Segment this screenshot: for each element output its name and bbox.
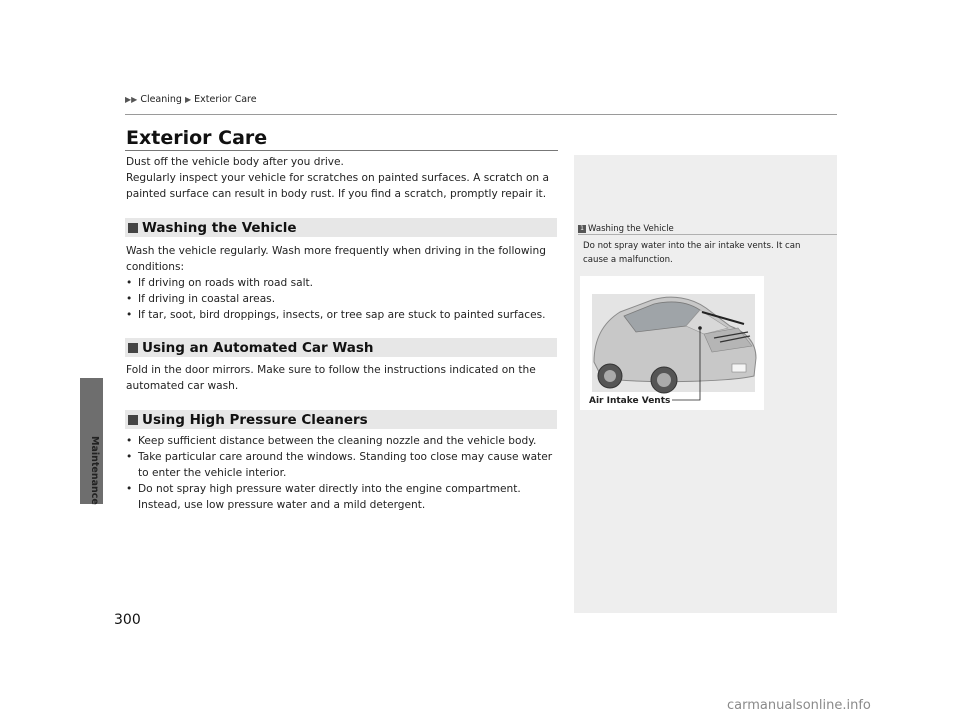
- square-bullet-icon: [128, 415, 138, 425]
- list-item: • Keep sufficient distance between the cleaning nozzle and the vehicle body.: [126, 433, 566, 449]
- sidebar-text: Do not spray water into the air intake vents. It can cause a malfunction.: [583, 241, 801, 265]
- header-divider: [125, 114, 837, 115]
- reference-number: 1: [578, 225, 586, 233]
- breadcrumb: [125, 94, 257, 105]
- section-heading-text: Using an Automated Car Wash: [142, 339, 374, 356]
- list-item: • If driving in coastal areas.: [126, 291, 566, 307]
- chapter-tab-label: Maintenance: [89, 436, 100, 505]
- watermark: carmanualsonline.info: [727, 698, 871, 713]
- breadcrumb-item-exterior-care[interactable]: Exterior Care: [194, 94, 257, 105]
- page-title: Exterior Care: [126, 127, 268, 149]
- sidebar-divider: [578, 234, 837, 235]
- list-item: • Do not spray high pressure water directly into the engine compartment. Instead, use low pressure water and a mild detergent.: [126, 481, 566, 513]
- list-item: • If tar, soot, bird droppings, insects, or tree sap are stuck to painted surfaces.: [126, 307, 566, 323]
- intro-text: [126, 154, 566, 202]
- breadcrumb-arrow-icon: ▶▶: [125, 95, 138, 104]
- section-heading-high-pressure: [125, 410, 557, 429]
- washing-bullets: [126, 275, 566, 323]
- section-heading-washing: [125, 218, 557, 237]
- intro-paragraph: Regularly inspect your vehicle for scratches on painted surfaces. A scratch on a painted surface can result in body rust. If you find a scratch, promptly repair it.: [126, 172, 550, 200]
- sidebar-heading: [578, 224, 674, 234]
- callout-label: Air Intake Vents: [589, 396, 671, 406]
- list-item: • Take particular care around the windows. Standing too close may cause water to enter the vehicle interior.: [126, 449, 566, 481]
- sidebar-heading-text: Washing the Vehicle: [588, 224, 674, 234]
- car-illustration: [580, 276, 764, 410]
- intro-paragraph: Dust off the vehicle body after you drive.: [126, 156, 344, 168]
- list-item: • If driving on roads with road salt.: [126, 275, 566, 291]
- high-pressure-bullets: [126, 433, 566, 513]
- title-divider: [125, 150, 558, 151]
- breadcrumb-arrow-icon: ▶: [184, 95, 192, 104]
- washing-text: Wash the vehicle regularly. Wash more frequently when driving in the following conditions:: [126, 245, 546, 273]
- square-bullet-icon: [128, 343, 138, 353]
- car-icon: [580, 276, 764, 410]
- section-heading-automated-wash: [125, 338, 557, 357]
- automated-wash-text: Fold in the door mirrors. Make sure to follow the instructions indicated on the automated car wash.: [126, 364, 536, 392]
- section-heading-text: Washing the Vehicle: [142, 219, 297, 236]
- square-bullet-icon: [128, 223, 138, 233]
- breadcrumb-item-cleaning[interactable]: Cleaning: [140, 94, 182, 105]
- section-heading-text: Using High Pressure Cleaners: [142, 411, 368, 428]
- page-number: 300: [114, 612, 141, 628]
